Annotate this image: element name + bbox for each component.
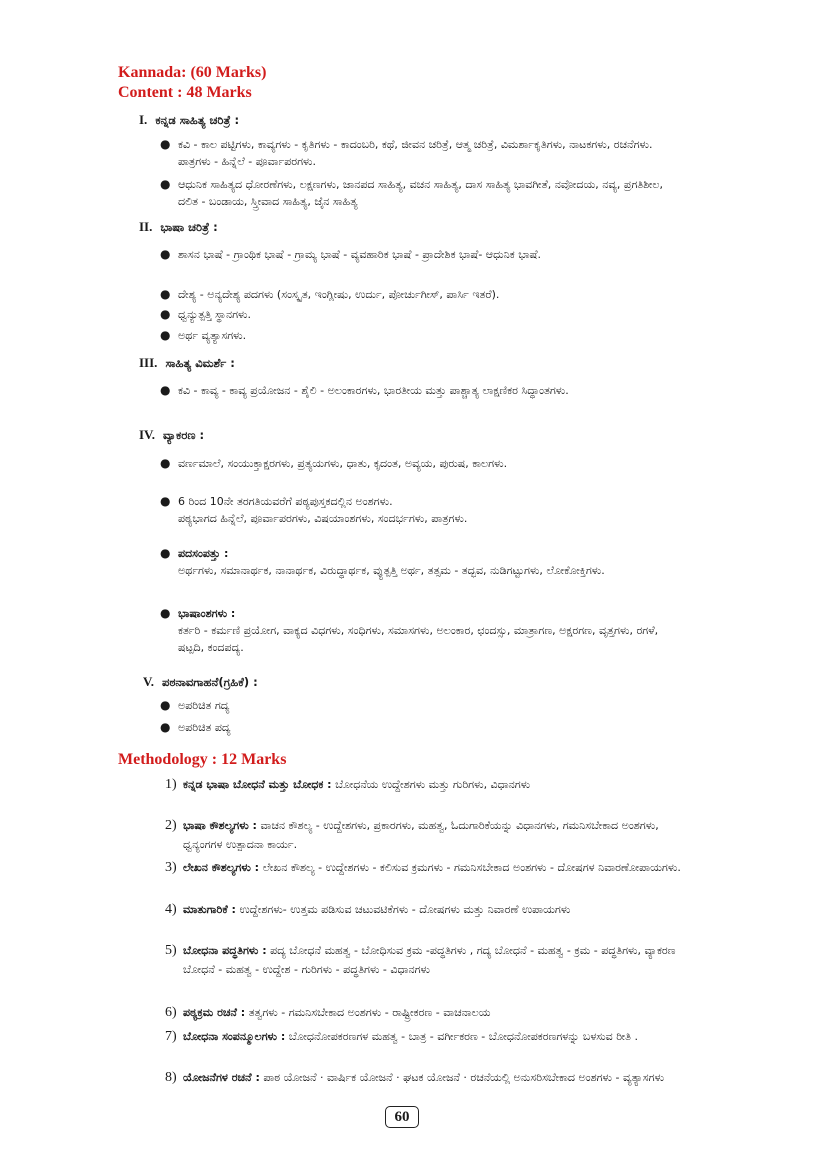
item-label: ಮಾತುಗಾರಿಕೆ : xyxy=(183,903,236,916)
bullet-icon: ● xyxy=(160,177,171,191)
section-3-bullet-1 xyxy=(160,382,680,399)
bullet-text: ಅಪರಿಚಿತ ಪದ್ಯ xyxy=(178,721,231,734)
item-number: 4) xyxy=(165,902,177,917)
item-text: ತತ್ವಗಳು - ಗಮನಿಸಬೇಕಾದ ಅಂಶಗಳು - ರಾಷ್ಟ್ರೀಕರಣ - ವಾಚನಾಲಯ xyxy=(248,1006,491,1019)
item-body xyxy=(183,775,685,794)
section-1-bullet-2 xyxy=(160,176,680,210)
bullet-icon: ● xyxy=(160,720,171,734)
item-number: 8) xyxy=(165,1070,177,1085)
bullet-icon: ● xyxy=(160,287,171,301)
bullet-icon: ● xyxy=(160,456,171,470)
item-label: ಕನ್ನಡ ಭಾಷಾ ಬೋಧನೆ ಮತ್ತು ಬೋಧಕ : xyxy=(183,778,332,791)
section-5-heading xyxy=(143,674,258,690)
section-2-heading xyxy=(139,219,218,235)
section-4-title: ವ್ಯಾಕರಣ : xyxy=(163,428,205,442)
methodology-heading: Methodology : 12 Marks xyxy=(118,751,287,768)
content-heading: Content : 48 Marks xyxy=(118,84,252,101)
item-label: ಬೋಧನಾ ಪದ್ಧತಿಗಳು : xyxy=(183,944,267,957)
bullet-icon: ● xyxy=(160,546,171,560)
methodology-item-5 xyxy=(165,941,685,979)
section-2-bullet-3 xyxy=(160,306,680,323)
item-text: ಪದ್ಯ ಬೋಧನೆ ಮಹತ್ವ - ಬೋಧಿಸುವ ಕ್ರಮ -ಪದ್ಧತಿಗಳು , ಗದ್ಯ ಬೋಧನೆ - ಮಹತ್ವ - ಕ್ರಮ - ಪದ್ಧತಿಗಳು, ವ್ಯಾಕರಣ ಬೋಧನೆ - ಮಹತ್ವ - ಉದ್ದೇಶ - ಗುರಿಗಳು - ಪದ್ಧತಿಗಳು - ವಿಧಾನಗಳು xyxy=(183,944,676,976)
bullet-icon: ● xyxy=(160,328,171,342)
bullet-text: ಕವಿ - ಕಾಲ ಪಟ್ಟಿಗಳು, ಕಾವ್ಯಗಳು - ಕೃತಿಗಳು - ಕಾದಂಬರಿ, ಕಥೆ, ಜೀವನ ಚರಿತ್ರೆ, ಆತ್ಮ ಚರಿತ್ರೆ, ವಿಮರ್ಶಾಕೃತಿಗಳು, ನಾಟಕಗಳು, ರಚನೆಗಳು. ಪಾತ್ರಗಳು - ಹಿನ್ನೆಲೆ - ಪೂರ್ವಾಪರಗಳು. xyxy=(178,138,653,168)
section-3-title: ಸಾಹಿತ್ಯ ವಿಮರ್ಶೆ : xyxy=(165,356,235,370)
bullet-icon: ● xyxy=(160,698,171,712)
section-2-number: II. xyxy=(139,219,153,234)
section-2-title: ಭಾಷಾ ಚರಿತ್ರೆ : xyxy=(160,220,218,234)
bullet-text: ಕರ್ತರಿ - ಕರ್ಮಣಿ ಪ್ರಯೋಗ, ವಾಕ್ಯದ ವಿಧಗಳು, ಸಂಧಿಗಳು, ಸಮಾಸಗಳು, ಅಲಂಕಾರ, ಛಂದಸ್ಸು, ಮಾತ್ರಾಗಣ, ಅಕ್ಷರಗಣ, ವೃತ್ತಗಳು, ರಗಳೆ, ಷಟ್ಪದಿ, ಕಂದಪದ್ಯ. xyxy=(178,624,659,654)
section-1-bullet-1 xyxy=(160,136,680,170)
item-label: ಯೋಜನೆಗಳ ರಚನೆ : xyxy=(183,1071,260,1084)
section-2-bullet-4 xyxy=(160,327,680,344)
section-5-bullet-1 xyxy=(160,697,680,714)
methodology-item-4 xyxy=(165,900,685,919)
item-number: 2) xyxy=(165,818,177,833)
item-label: ಲೇಖನ ಕೌಶಲ್ಯಗಳು : xyxy=(183,861,260,874)
methodology-item-8 xyxy=(165,1068,685,1087)
bullet-icon: ● xyxy=(160,606,171,620)
item-label: ಬೋಧನಾ ಸಂಪನ್ಮೂಲಗಳು : xyxy=(183,1030,286,1043)
section-5-number: V. xyxy=(143,674,154,689)
item-text: ಪಾಠ ಯೋಜನೆ · ವಾರ್ಷಿಕ ಯೋಜನೆ · ಘಟಕ ಯೋಜನೆ · ರಚನೆಯಲ್ಲಿ ಅನುಸರಿಸಬೇಕಾದ ಅಂಶಗಳು - ವ್ಯತ್ಯಾಸಗಳು xyxy=(263,1071,665,1084)
bullet-label-wrap xyxy=(178,605,680,622)
item-number: 5) xyxy=(165,943,177,958)
bullet-icon: ● xyxy=(160,247,171,261)
section-2-bullet-2 xyxy=(160,286,680,303)
bullet-label: ಭಾಷಾಂಶಗಳು : xyxy=(178,607,236,620)
section-3-number: III. xyxy=(139,355,158,370)
bullet-text: ದೇಶ್ಯ - ಅನ್ಯದೇಶ್ಯ ಪದಗಳು (ಸಂಸ್ಕೃತ, ಇಂಗ್ಲೀಷು, ಉರ್ದು, ಪೋರ್ಚುಗೀಸ್, ಪಾರ್ಸಿ ಇತರೆ). xyxy=(178,288,500,301)
item-body xyxy=(183,858,685,877)
bullet-text: ಧ್ವನ್ಯುತ್ಪತ್ತಿ ಸ್ಥಾನಗಳು. xyxy=(178,308,252,321)
bullet-label-wrap xyxy=(178,545,680,562)
methodology-item-2 xyxy=(165,816,685,854)
bullet-text: ವರ್ಣಮಾಲೆ, ಸಂಯುಕ್ತಾಕ್ಷರಗಳು, ಪ್ರತ್ಯಯಗಳು, ಧಾತು, ಕೃದಂತ, ಅವ್ಯಯ, ಪುರುಷ, ಕಾಲಗಳು. xyxy=(178,457,508,470)
section-4-bullet-1 xyxy=(160,455,680,472)
bullet-text: ಅಪರಿಚಿತ ಗದ್ಯ xyxy=(178,699,230,712)
bullet-label: ಪದಸಂಪತ್ತು : xyxy=(178,547,229,560)
item-body xyxy=(183,816,685,854)
section-1-number: I. xyxy=(139,112,148,127)
item-text: ಬೋಧನೋಪಕರಣಗಳ ಮಹತ್ವ - ಬಾತ್ರ - ವರ್ಗೀಕರಣ - ಬೋಧನೋಪಕರಣಗಳನ್ನು ಬಳಸುವ ರೀತಿ . xyxy=(288,1030,638,1043)
bullet-text-line-2: ಪಠ್ಯಭಾಗದ ಹಿನ್ನೆಲೆ, ಪೂರ್ವಾಪರಗಳು, ವಿಷಯಾಂಶಗಳು, ಸಂದರ್ಭಗಳು, ಪಾತ್ರಗಳು. xyxy=(178,512,468,525)
methodology-item-1 xyxy=(165,775,685,794)
item-text: ವಾಚನ ಕೌಶಲ್ಯ - ಉದ್ದೇಶಗಳು, ಪ್ರಕಾರಗಳು, ಮಹತ್ವ, ಓದುಗಾರಿಕೆಯನ್ನು ವಿಧಾನಗಳು, ಗಮನಿಸಬೇಕಾದ ಅಂಶಗಳು, ಧ್ವನ್ಯಂಗಗಳ ಉತ್ಪಾದನಾ ಕಾರ್ಯ. xyxy=(183,819,659,851)
section-1-heading xyxy=(139,112,239,128)
section-4-heading xyxy=(139,427,204,443)
item-body xyxy=(183,900,685,919)
bullet-icon: ● xyxy=(160,137,171,151)
bullet-text: ಆಧುನಿಕ ಸಾಹಿತ್ಯದ ಧೋರಣೆಗಳು, ಲಕ್ಷಣಗಳು, ಜಾನಪದ ಸಾಹಿತ್ಯ, ವಚನ ಸಾಹಿತ್ಯ, ದಾಸ ಸಾಹಿತ್ಯ ಭಾವಗೀತೆ, ನವೋದಯ, ನವ್ಯ, ಪ್ರಗತಿಶೀಲ, ದಲಿತ - ಬಂಡಾಯ, ಸ್ತ್ರೀವಾದ ಸಾಹಿತ್ಯ, ಜೈನ ಸಾಹಿತ್ಯ xyxy=(178,178,664,208)
item-number: 6) xyxy=(165,1005,177,1020)
item-body xyxy=(183,1003,685,1022)
bullet-icon: ● xyxy=(160,383,171,397)
item-number: 1) xyxy=(165,777,177,792)
section-1-title: ಕನ್ನಡ ಸಾಹಿತ್ಯ ಚರಿತ್ರೆ : xyxy=(155,113,240,127)
section-4-number: IV. xyxy=(139,427,156,442)
item-number: 3) xyxy=(165,860,177,875)
bullet-text: ಅರ್ಥಗಳು, ಸಮಾನಾರ್ಥಕ, ನಾನಾರ್ಥಕ, ವಿರುದ್ಧಾರ್ಥಕ, ವ್ಯುತ್ಪತ್ತಿ ಅರ್ಥ, ತತ್ಸಮ - ತದ್ಭವ, ನುಡಿಗಟ್ಟುಗಳು, ಲೋಕೋಕ್ತಿಗಳು. xyxy=(178,564,605,577)
methodology-item-7 xyxy=(165,1027,685,1046)
bullet-icon: ● xyxy=(160,307,171,321)
item-text: ಉದ್ದೇಶಗಳು- ಉತ್ತಮ ಪಡಿಸುವ ಚಟುವಟಿಕೆಗಳು - ದೋಷಗಳು ಮತ್ತು ನಿವಾರಣೆ ಉಪಾಯಗಳು xyxy=(239,903,571,916)
item-number: 7) xyxy=(165,1029,177,1044)
methodology-item-6 xyxy=(165,1003,685,1022)
bullet-text: 6 ರಿಂದ 10ನೇ ತರಗತಿಯವರೆಗೆ ಪಠ್ಯಪುಸ್ತಕದಲ್ಲಿನ ಅಂಶಗಳು. xyxy=(178,495,393,508)
section-4-bullet-4 xyxy=(160,605,680,656)
section-4-bullet-3 xyxy=(160,545,680,579)
item-body xyxy=(183,941,685,979)
methodology-item-3 xyxy=(165,858,685,877)
item-text: ಬೋಧನೆಯ ಉದ್ದೇಶಗಳು ಮತ್ತು ಗುರಿಗಳು, ವಿಧಾನಗಳು xyxy=(335,778,531,791)
bullet-text: ಅರ್ಥ ವ್ಯತ್ಯಾಸಗಳು. xyxy=(178,329,247,342)
bullet-text: ಕವಿ - ಕಾವ್ಯ - ಕಾವ್ಯ ಪ್ರಯೋಜನ - ಶೈಲಿ - ಅಲಂಕಾರಗಳು, ಭಾರತೀಯ ಮತ್ತು ಪಾಶ್ಚಾತ್ಯ ಲಾಕ್ಷಣಿಕರ ಸಿದ್ಧಾಂತಗಳು. xyxy=(178,384,569,397)
item-body xyxy=(183,1068,685,1087)
section-5-title: ಪಠನಾವಗಾಹನೆ(ಗ್ರಹಿಕೆ) : xyxy=(161,675,258,689)
bullet-icon: ● xyxy=(160,494,171,508)
section-2-bullet-1 xyxy=(160,246,680,263)
item-text: ಲೇಖನ ಕೌಶಲ್ಯ - ಉದ್ದೇಶಗಳು - ಕಲಿಸುವ ಕ್ರಮಗಳು - ಗಮನಿಸಬೇಕಾದ ಅಂಶಗಳು - ದೋಷಗಳ ನಿವಾರಣೋಪಾಯಗಳು. xyxy=(262,861,681,874)
page-number: 60 xyxy=(385,1106,419,1128)
item-label: ಭಾಷಾ ಕೌಶಲ್ಯಗಳು : xyxy=(183,819,257,832)
section-5-bullet-2 xyxy=(160,719,680,736)
bullet-text: ಶಾಸನ ಭಾಷೆ - ಗ್ರಾಂಥಿಕ ಭಾಷೆ - ಗ್ರಾಮ್ಯ ಭಾಷೆ - ವ್ಯವಹಾರಿಕ ಭಾಷೆ - ಪ್ರಾದೇಶಿಕ ಭಾಷೆ- ಆಧುನಿಕ ಭಾಷೆ. xyxy=(178,248,542,261)
item-body xyxy=(183,1027,685,1046)
item-label: ಪಠ್ಯಕ್ರಮ ರಚನೆ : xyxy=(183,1006,246,1019)
section-4-bullet-2 xyxy=(160,493,680,527)
section-3-heading xyxy=(139,355,235,371)
subject-heading: Kannada: (60 Marks) xyxy=(118,64,267,81)
